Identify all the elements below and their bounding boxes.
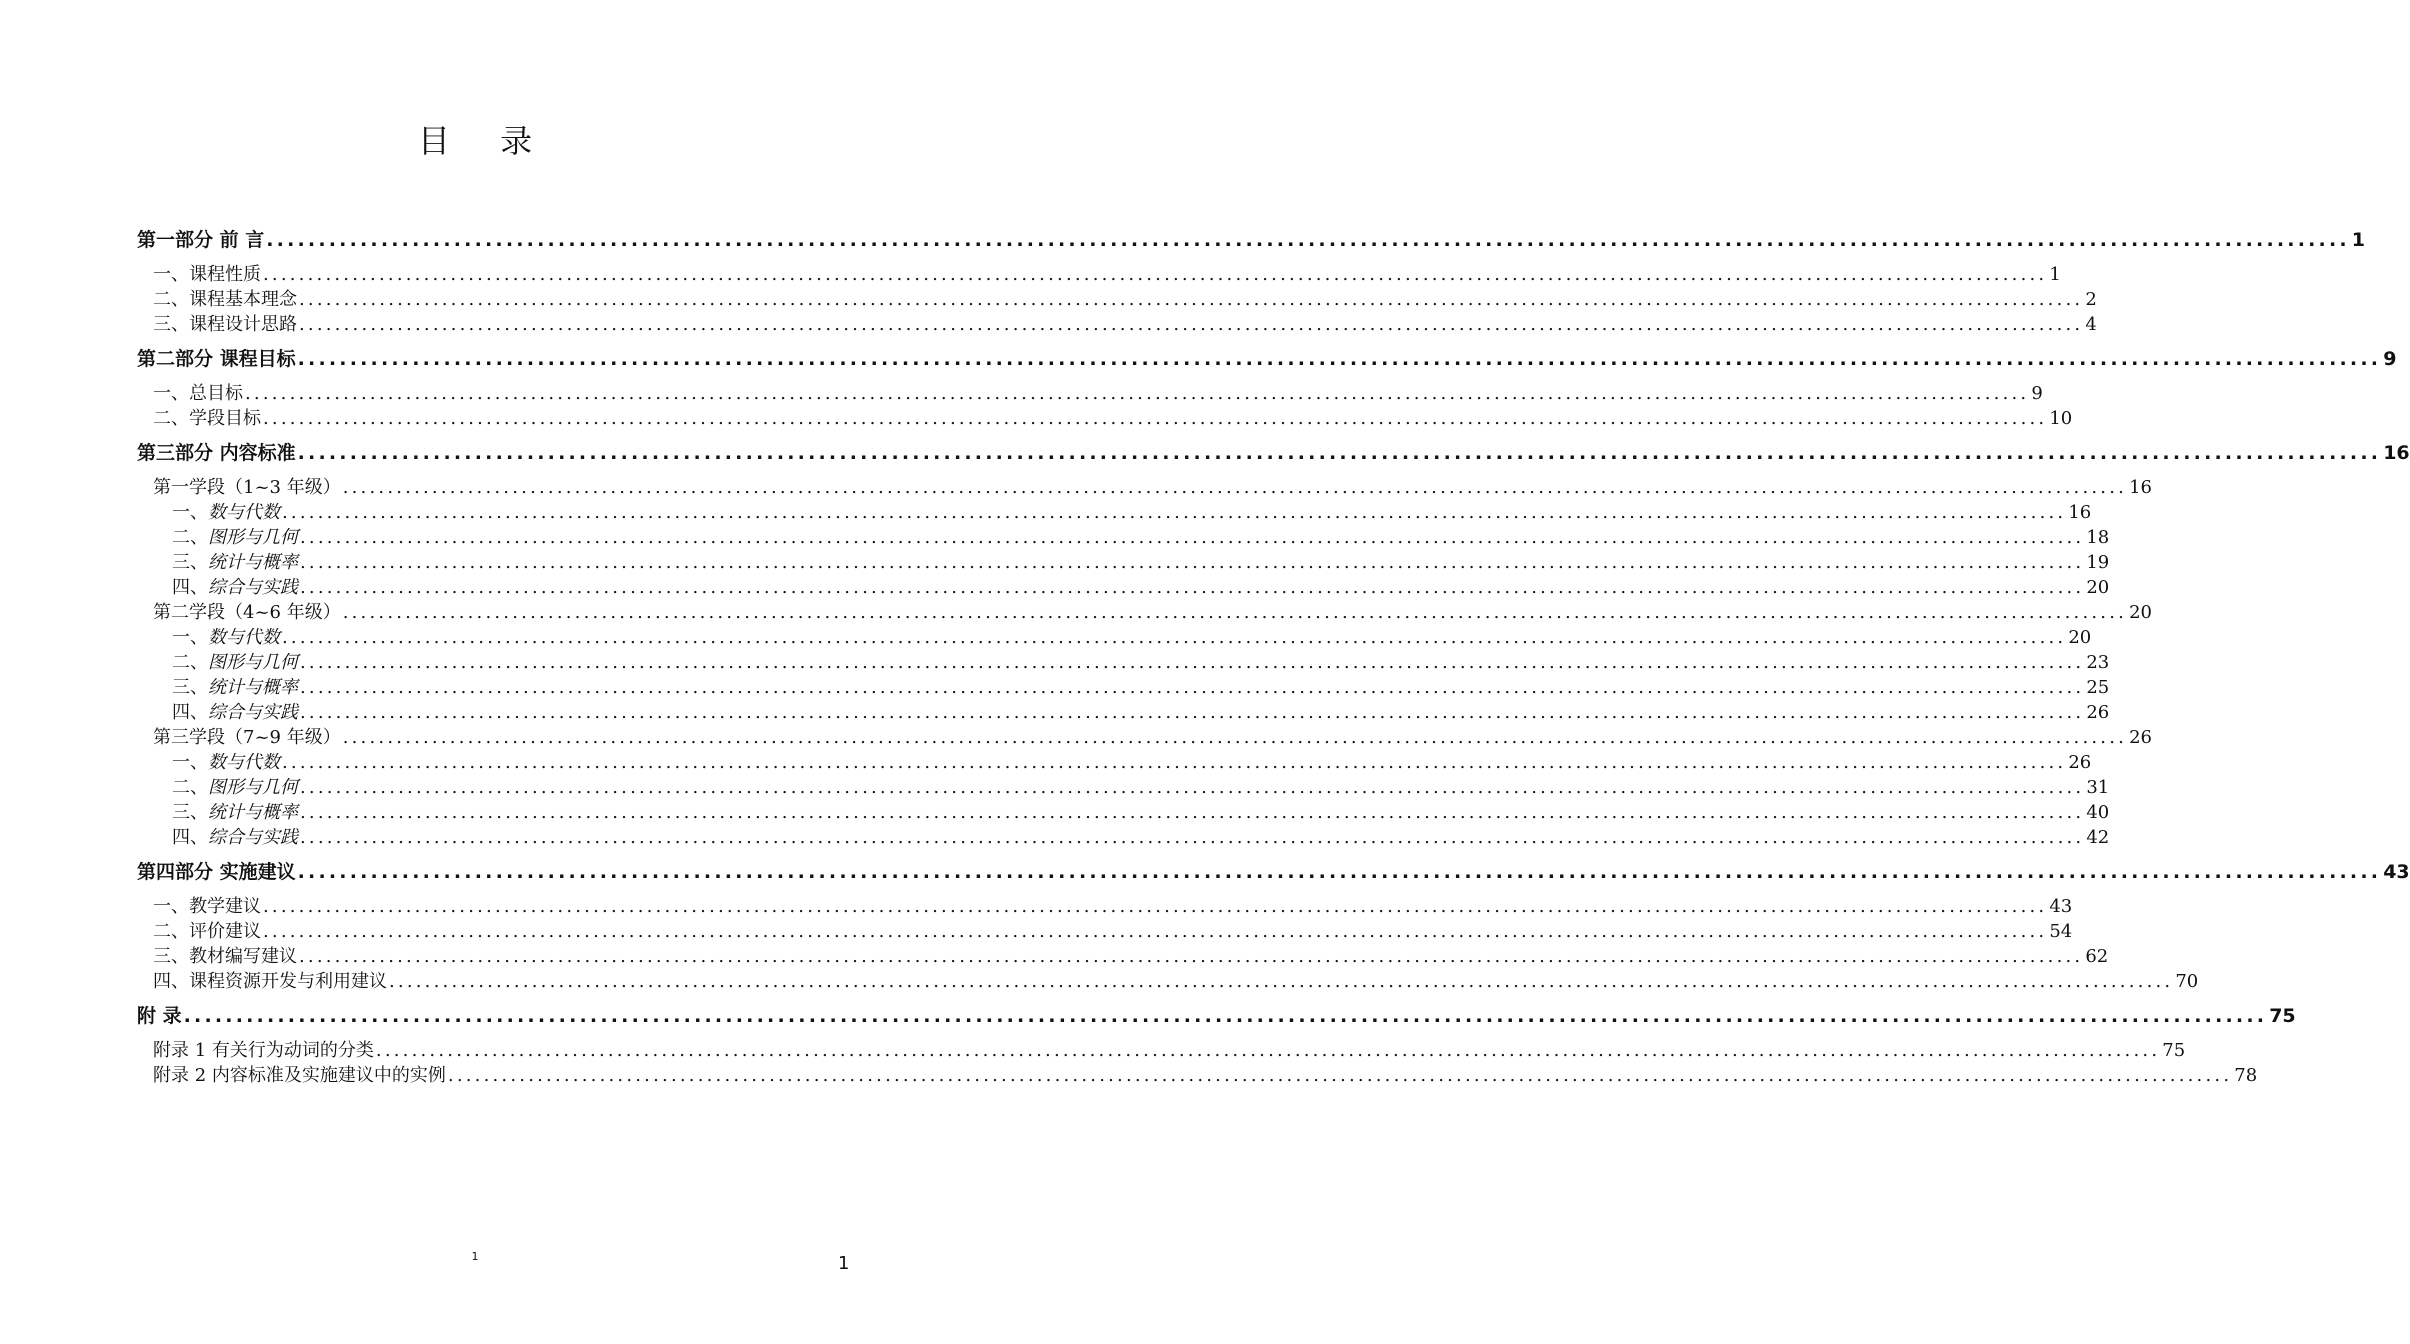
toc-entry-label: [172, 625, 280, 650]
dot-leader: ........................................................................................................................................................................................................: [263, 264, 2048, 285]
toc-entry-page: 4: [2085, 314, 2097, 335]
toc-entry-sub[interactable]: [137, 800, 2110, 825]
dot-leader: ........................................................................................................................................................................................................: [300, 777, 2085, 798]
dot-leader: ........................................................................................................................................................................................................: [300, 827, 2085, 848]
footer-page-number-small: 1: [471, 1250, 479, 1263]
toc-entry-title: 图形与几何: [208, 652, 298, 673]
dot-leader: ........................................................................................................................................................................................................: [300, 577, 2085, 598]
toc-entry-page: 23: [2086, 652, 2110, 673]
toc-entry-label: 附录 2 内容标准及实施建议中的实例: [153, 1065, 446, 1086]
toc-entry-title: 数与代数: [208, 502, 280, 523]
dot-leader: ........................................................................................................................................................................................................: [447, 1065, 2233, 1086]
toc-entry-page: 62: [2085, 946, 2109, 967]
toc-entry-number: 四、: [172, 702, 208, 723]
toc-entry-number: 三、: [172, 552, 208, 573]
dot-leader: ........................................................................................................................................................................................................: [297, 861, 2382, 883]
toc-entry-page: 31: [2086, 777, 2110, 798]
toc-entry-title: 综合与实践: [208, 827, 298, 848]
toc-entry-page: 20: [2129, 602, 2152, 623]
toc-entry-sec[interactable]: [137, 262, 2061, 287]
toc-entry-sub[interactable]: [137, 500, 2092, 525]
toc-entry-title: 图形与几何: [208, 777, 298, 798]
toc-entry-title: 综合与实践: [208, 577, 298, 598]
toc-entry-label: 三、课程设计思路: [153, 314, 297, 335]
toc-entry-page: 10: [2049, 408, 2073, 429]
dot-leader: ........................................................................................................................................................................................................: [342, 602, 2128, 623]
toc-entry-page: 75: [2162, 1040, 2186, 1061]
toc-entry-sub[interactable]: [137, 650, 2110, 675]
toc-entry-sec[interactable]: [137, 969, 2199, 994]
toc-entry-title: 综合与实践: [208, 702, 298, 723]
toc-entry-sec[interactable]: [137, 406, 2073, 431]
toc-entry-page: 18: [2086, 527, 2110, 548]
toc-entry-page: 2: [2085, 289, 2097, 310]
toc-entry-label: [172, 825, 298, 850]
toc-entry-stage[interactable]: [137, 725, 2152, 750]
dot-leader: ........................................................................................................................................................................................................: [297, 348, 2382, 370]
page-title: 目 录: [417, 122, 553, 160]
toc-entry-page: 26: [2068, 752, 2092, 773]
toc-entry-label: 第一学段（1~3 年级）: [153, 477, 341, 498]
dot-leader: ........................................................................................................................................................................................................: [300, 652, 2085, 673]
toc-entry-number: 四、: [172, 577, 208, 598]
toc-entry-part[interactable]: [137, 347, 2397, 372]
toc-entry-number: 一、: [172, 752, 208, 773]
toc-entry-label: [172, 650, 298, 675]
toc-entry-label: 第二部分 课程目标: [137, 348, 296, 370]
toc-entry-label: 第四部分 实施建议: [137, 861, 296, 883]
dot-leader: ........................................................................................................................................................................................................: [263, 896, 2048, 917]
dot-leader: ........................................................................................................................................................................................................: [183, 1005, 2268, 1027]
toc-entry-label: 一、总目标: [153, 383, 243, 404]
dot-leader: ........................................................................................................................................................................................................: [299, 946, 2084, 967]
toc-entry-label: 第二学段（4~6 年级）: [153, 602, 341, 623]
toc-entry-sec[interactable]: [137, 944, 2109, 969]
toc-entry-sub[interactable]: [137, 675, 2110, 700]
toc-entry-stage[interactable]: [137, 1063, 2258, 1088]
dot-leader: ........................................................................................................................................................................................................: [299, 289, 2084, 310]
toc-entry-sec[interactable]: [137, 287, 2097, 312]
toc-entry-label: [172, 575, 298, 600]
toc-entry-sub[interactable]: [137, 550, 2110, 575]
dot-leader: ........................................................................................................................................................................................................: [245, 383, 2030, 404]
dot-leader: ........................................................................................................................................................................................................: [300, 552, 2085, 573]
toc-entry-label: 二、课程基本理念: [153, 289, 297, 310]
dot-leader: ........................................................................................................................................................................................................: [389, 971, 2174, 992]
toc-entry-label: 第三部分 内容标准: [137, 442, 296, 464]
toc-entry-part[interactable]: [137, 860, 2410, 885]
toc-entry-page: 16: [2383, 442, 2410, 464]
toc-entry-page: 40: [2086, 802, 2110, 823]
toc-entry-title: 统计与概率: [208, 802, 298, 823]
toc-entry-part[interactable]: [137, 1004, 2296, 1029]
toc-entry-number: 三、: [172, 677, 208, 698]
toc-entry-page: 78: [2234, 1065, 2258, 1086]
toc-entry-number: 一、: [172, 502, 208, 523]
dot-leader: ........................................................................................................................................................................................................: [282, 752, 2067, 773]
toc-entry-stage[interactable]: [137, 600, 2152, 625]
dot-leader: ........................................................................................................................................................................................................: [375, 1040, 2161, 1061]
toc-entry-stage[interactable]: [137, 475, 2152, 500]
toc-entry-sub[interactable]: [137, 775, 2110, 800]
toc-entry-number: 二、: [172, 652, 208, 673]
toc-entry-label: [172, 775, 298, 800]
toc-entry-sub[interactable]: [137, 750, 2092, 775]
toc-entry-label: [172, 700, 298, 725]
dot-leader: ........................................................................................................................................................................................................: [300, 802, 2085, 823]
toc-entry-sub[interactable]: [137, 575, 2110, 600]
toc-entry-page: 1: [2351, 229, 2366, 251]
toc-entry-page: 1: [2049, 264, 2061, 285]
toc-entry-label: [172, 800, 298, 825]
toc-entry-label: [172, 550, 298, 575]
toc-entry-label: 二、评价建议: [153, 921, 261, 942]
toc-entry-page: 9: [2383, 348, 2397, 370]
toc-entry-number: 三、: [172, 802, 208, 823]
dot-leader: ........................................................................................................................................................................................................: [297, 442, 2382, 464]
toc-entry-sub[interactable]: [137, 700, 2110, 725]
dot-leader: ........................................................................................................................................................................................................: [266, 229, 2350, 251]
toc-entry-page: 16: [2068, 502, 2092, 523]
toc-entry-page: 70: [2175, 971, 2199, 992]
dot-leader: ........................................................................................................................................................................................................: [299, 314, 2084, 335]
dot-leader: ........................................................................................................................................................................................................: [300, 702, 2085, 723]
toc-entry-page: 75: [2269, 1005, 2296, 1027]
dot-leader: ........................................................................................................................................................................................................: [263, 408, 2048, 429]
dot-leader: ........................................................................................................................................................................................................: [263, 921, 2048, 942]
toc-entry-label: 一、课程性质: [153, 264, 261, 285]
toc-entry-title: 数与代数: [208, 752, 280, 773]
toc-entry-page: 42: [2086, 827, 2110, 848]
toc-entry-page: 43: [2383, 861, 2410, 883]
toc-entry-title: 统计与概率: [208, 677, 298, 698]
toc-entry-number: 二、: [172, 777, 208, 798]
toc-entry-label: 附 录: [137, 1005, 182, 1027]
footer-page-number: 1: [838, 1253, 850, 1274]
dot-leader: ........................................................................................................................................................................................................: [300, 527, 2085, 548]
dot-leader: ........................................................................................................................................................................................................: [282, 502, 2067, 523]
toc-entry-sec[interactable]: [137, 919, 2073, 944]
toc-entry-title: 数与代数: [208, 627, 280, 648]
dot-leader: ........................................................................................................................................................................................................: [300, 677, 2085, 698]
dot-leader: ........................................................................................................................................................................................................: [282, 627, 2067, 648]
toc-entry-label: [172, 500, 280, 525]
toc-entry-page: 19: [2086, 552, 2110, 573]
toc-entry-sec[interactable]: [137, 312, 2097, 337]
toc-entry-part[interactable]: [137, 228, 2366, 253]
toc-entry-page: 9: [2031, 383, 2043, 404]
dot-leader: ........................................................................................................................................................................................................: [342, 727, 2128, 748]
toc-entry-page: 20: [2086, 577, 2110, 598]
toc-entry-sub[interactable]: [137, 825, 2110, 850]
toc-entry-sub[interactable]: [137, 525, 2110, 550]
dot-leader: ........................................................................................................................................................................................................: [342, 477, 2128, 498]
toc-entry-page: 43: [2049, 896, 2073, 917]
toc-entry-label: 一、教学建议: [153, 896, 261, 917]
toc-entry-label: 四、课程资源开发与利用建议: [153, 971, 387, 992]
toc-entry-sec[interactable]: [137, 381, 2043, 406]
toc-entry-label: [172, 750, 280, 775]
toc-entry-page: 20: [2068, 627, 2092, 648]
toc-entry-page: 54: [2049, 921, 2073, 942]
toc-entry-label: 附录 1 有关行为动词的分类: [153, 1040, 374, 1061]
toc-entry-label: 第三学段（7~9 年级）: [153, 727, 341, 748]
toc-entry-label: 第一部分 前 言: [137, 229, 265, 251]
toc-entry-title: 统计与概率: [208, 552, 298, 573]
toc-entry-number: 一、: [172, 627, 208, 648]
toc-entry-page: 25: [2086, 677, 2110, 698]
toc-entry-sec[interactable]: [137, 894, 2073, 919]
toc-entry-sub[interactable]: [137, 625, 2092, 650]
toc-entry-page: 26: [2086, 702, 2110, 723]
toc-entry-label: [172, 525, 298, 550]
toc-entry-number: 二、: [172, 527, 208, 548]
table-of-contents: [137, 228, 2410, 1088]
toc-entry-page: 16: [2129, 477, 2152, 498]
toc-entry-label: 三、教材编写建议: [153, 946, 297, 967]
toc-entry-page: 26: [2129, 727, 2152, 748]
toc-entry-label: [172, 675, 298, 700]
toc-entry-number: 四、: [172, 827, 208, 848]
toc-entry-stage[interactable]: [137, 1038, 2186, 1063]
toc-entry-label: 二、学段目标: [153, 408, 261, 429]
toc-entry-title: 图形与几何: [208, 527, 298, 548]
toc-entry-part[interactable]: [137, 441, 2410, 466]
